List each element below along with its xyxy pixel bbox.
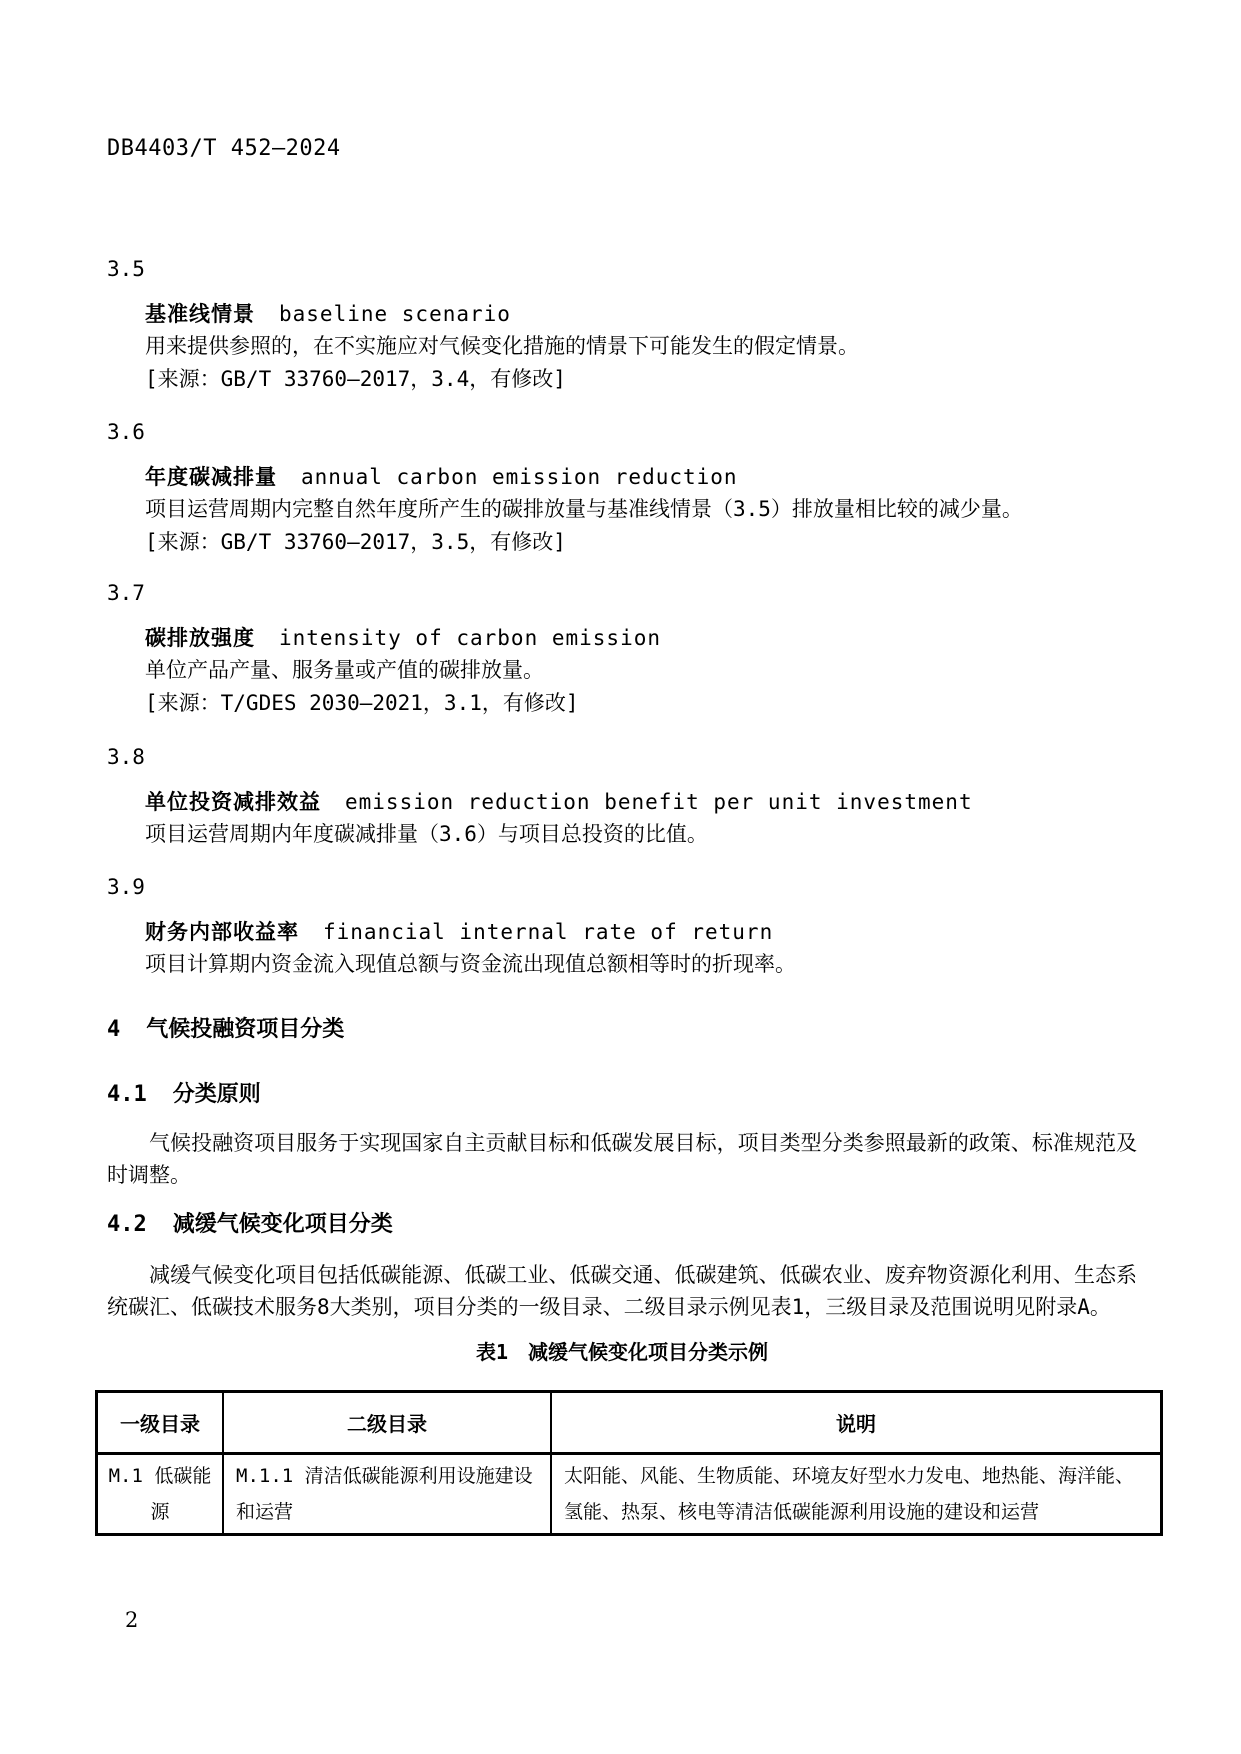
page-content [107,137,1137,1536]
term-source: [来源：T/GDES 2030—2021，3.1，有修改] [145,691,579,715]
term-heading [107,622,1137,654]
table-row [97,1454,1162,1535]
term-heading [107,916,1137,948]
clause-number: 3.5 [107,257,145,281]
col-header-level1: 一级目录 [97,1392,224,1454]
term-zh: 单位投资减排效益 [145,790,321,814]
clause-3-7 [107,577,1137,720]
term-zh: 财务内部收益率 [145,920,299,944]
clause-number: 3.6 [107,420,145,444]
table-1 [95,1390,1163,1536]
term-heading [107,461,1137,493]
section-number: 4.1 [107,1082,147,1107]
table-body [97,1454,1162,1535]
term-en: intensity of carbon emission [279,626,662,650]
section-4-2-heading [107,1212,1137,1238]
section-4-1-heading [107,1082,1137,1108]
clause-number: 3.8 [107,745,145,769]
section-title: 减缓气候变化项目分类 [172,1212,393,1237]
term-definition: 用来提供参照的，在不实施应对气候变化措施的情景下可能发生的假定情景。 [145,334,859,358]
cell-description: 太阳能、风能、生物质能、环境友好型水力发电、地热能、海洋能、氢能、热泵、核电等清洁低碳能源利用设施的建设和运营 [551,1454,1162,1535]
section-number: 4 [107,1017,121,1042]
term-heading [107,298,1137,330]
term-en: baseline scenario [279,302,511,326]
col-header-description: 说明 [551,1392,1162,1454]
term-zh: 基准线情景 [145,302,255,326]
cell-level2: M.1.1 清洁低碳能源利用设施建设和运营 [223,1454,551,1535]
clause-3-6 [107,416,1137,559]
term-definition: 项目运营周期内完整自然年度所产生的碳排放量与基准线情景（3.5）排放量相比较的减少量。 [145,497,1023,521]
section-4-2-body: 减缓气候变化项目包括低碳能源、低碳工业、低碳交通、低碳建筑、低碳农业、废弃物资源化利用、生态系统碳汇、低碳技术服务8大类别，项目分类的一级目录、二级目录示例见表1，三级目录及范围说明见附录A。 [107,1263,1137,1319]
clause-3-8 [107,741,1137,851]
clause-3-9 [107,871,1137,981]
section-title: 气候投融资项目分类 [146,1017,345,1042]
col-header-level2: 二级目录 [223,1392,551,1454]
clause-number: 3.7 [107,581,145,605]
clause-number: 3.9 [107,875,145,899]
term-source: [来源：GB/T 33760—2017，3.5，有修改] [145,530,566,554]
term-definition: 项目运营周期内年度碳减排量（3.6）与项目总投资的比值。 [145,822,708,846]
term-en: financial internal rate of return [323,920,774,944]
table-header [97,1392,1162,1454]
table-caption-label: 表1 [475,1340,509,1364]
cell-level1: M.1 低碳能源 [97,1454,224,1535]
term-zh: 碳排放强度 [145,626,255,650]
clause-3-5 [107,253,1137,396]
section-number: 4.2 [107,1212,147,1237]
term-zh: 年度碳减排量 [145,465,277,489]
page-number: 2 [125,1608,139,1632]
table-header-row [97,1392,1162,1454]
term-definition: 项目计算期内资金流入现值总额与资金流出现值总额相等时的折现率。 [145,952,796,976]
section-4-1-body: 气候投融资项目服务于实现国家自主贡献目标和低碳发展目标，项目类型分类参照最新的政策、标准规范及时调整。 [107,1131,1137,1187]
table-caption-title: 减缓气候变化项目分类示例 [528,1340,769,1364]
section-title: 分类原则 [172,1082,261,1107]
term-source: [来源：GB/T 33760—2017，3.4，有修改] [145,367,566,391]
table-caption [107,1339,1137,1365]
doc-number: DB4403/T 452—2024 [107,136,341,161]
term-en: annual carbon emission reduction [301,465,738,489]
term-definition: 单位产品产量、服务量或产值的碳排放量。 [145,658,544,682]
term-heading [107,786,1137,818]
term-en: emission reduction benefit per unit investment [345,790,973,814]
section-4-heading [107,1017,1137,1043]
